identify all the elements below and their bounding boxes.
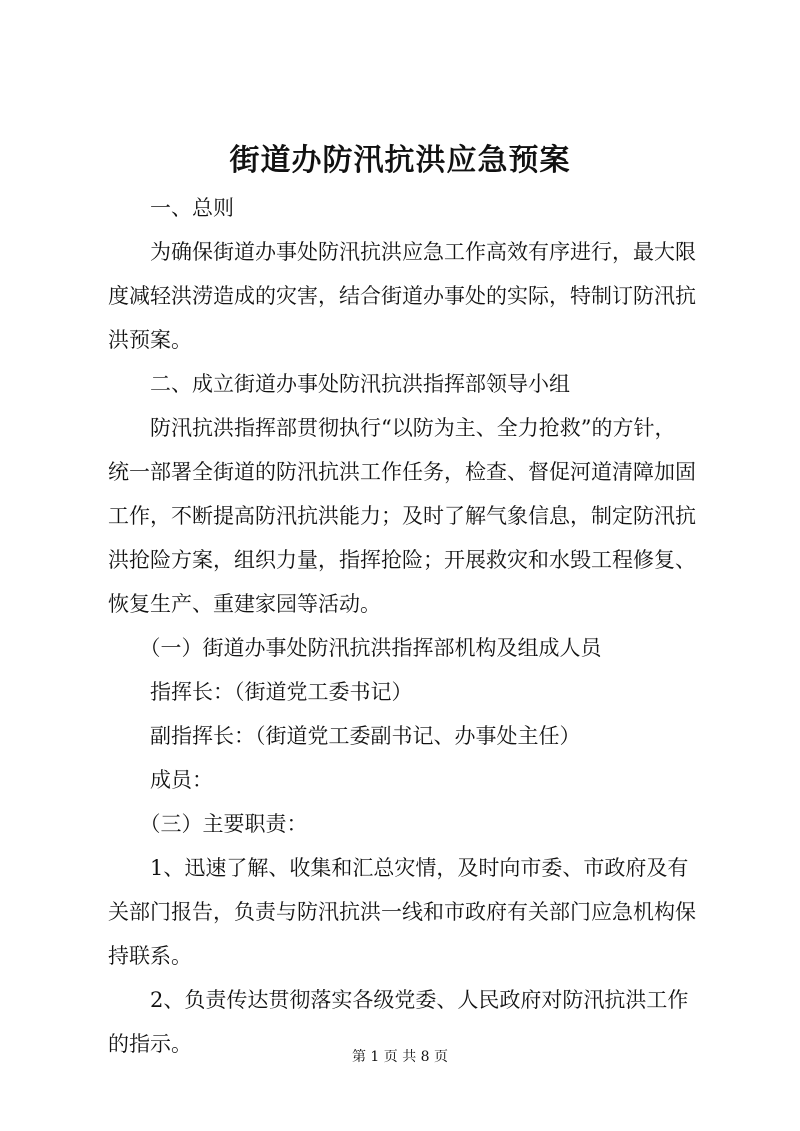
paragraph-line: 持联系。 [108, 944, 192, 968]
subsection-heading: （一）街道办事处防汛抗洪指挥部机构及组成人员 [108, 636, 602, 660]
paragraph-line: 成员： [108, 768, 213, 792]
paragraph-line: 度减轻洪涝造成的灾害，结合街道办事处的实际，特制订防汛抗 [108, 284, 696, 308]
paragraph-line: 洪预案。 [108, 328, 192, 352]
paragraph-line: 防汛抗洪指挥部贯彻执行“以防为主、全力抢救”的方针， [108, 416, 676, 440]
paragraph-line: 恢复生产、重建家园等活动。 [108, 592, 381, 616]
page-footer: 第 1 页 共 8 页 [351, 1049, 449, 1065]
subsection-heading: （三）主要职责： [108, 812, 308, 836]
paragraph-line: 关部门报告，负责与防汛抗洪一线和市政府有关部门应急机构保 [108, 900, 696, 924]
paragraph-line: 1、迅速了解、收集和汇总灾情，及时向市委、市政府及有 [108, 856, 689, 880]
paragraph-line: 2、负责传达贯彻落实各级党委、人民政府对防汛抗洪工作 [108, 988, 689, 1012]
paragraph-line: 统一部署全街道的防汛抗洪工作任务，检查、督促河道清障加固 [108, 460, 696, 484]
paragraph-line: 副指挥长：（街道党工委副书记、办事处主任） [108, 724, 581, 748]
section-heading: 一、总则 [108, 196, 234, 220]
paragraph-line: 的指示。 [108, 1032, 192, 1056]
paragraph-line: 工作，不断提高防汛抗洪能力；及时了解气象信息，制定防汛抗 [108, 504, 696, 528]
paragraph-line: 指挥长：（街道党工委书记） [108, 680, 413, 704]
paragraph-line: 为确保街道办事处防汛抗洪应急工作高效有序进行，最大限 [108, 240, 696, 264]
document-body [108, 190, 708, 1062]
section-heading: 二、成立街道办事处防汛抗洪指挥部领导小组 [108, 372, 570, 396]
paragraph-line: 洪抢险方案，组织力量，指挥抢险；开展救灾和水毁工程修复、 [108, 548, 696, 572]
document-title: 街道办防汛抗洪应急预案 [229, 143, 571, 178]
